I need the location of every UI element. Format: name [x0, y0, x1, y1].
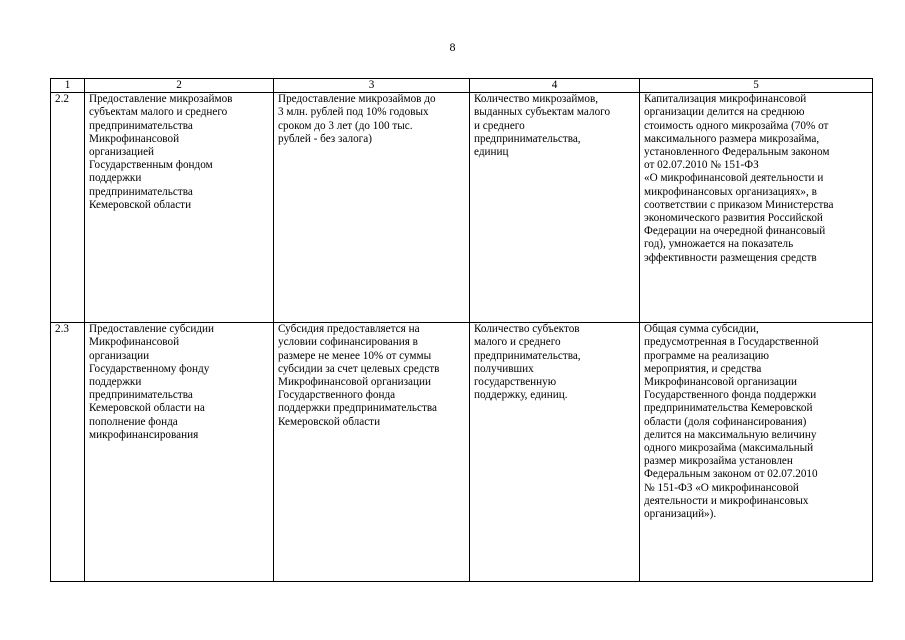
table-row — [51, 93, 873, 323]
measure-description-cell — [274, 323, 470, 582]
column-header-2: 2 — [85, 79, 274, 93]
measure-name-text: Предоставление субсидии Микрофинансовой организации Государственному фонду поддержки предпринимательства Кемеровской области на пополнение фонда микрофинансирования — [89, 323, 215, 441]
row-number: 2.2 — [55, 93, 69, 106]
column-header-5: 5 — [640, 79, 873, 93]
measure-description-text: Предоставление микрозаймов до 3 млн. рублей под 10% годовых сроком до 3 лет (до 100 тыс. рублей - без залога) — [278, 93, 436, 145]
column-header-1: 1 — [51, 79, 85, 93]
column-header-3: 3 — [274, 79, 470, 93]
row-number: 2.3 — [55, 323, 69, 336]
measure-name-text: Предоставление микрозаймов субъектам малого и среднего предпринимательства Микрофинансовой организацией Государственным фондом поддержки предпринимательства Кемеровской области — [89, 93, 233, 211]
program-indicators-table — [50, 78, 873, 582]
indicator-name-text: Количество микрозаймов, выданных субъектам малого и среднего предпринимательства, единиц — [474, 93, 611, 159]
table-header-row — [51, 79, 873, 93]
calculation-method-text: Общая сумма субсидии, предусмотренная в Государственной программе на реализацию мероприятия, и средства Микрофинансовой организации Государственного фонда поддержки предпринимательства Кемеровской области (доля софинансирования) делится на максимальную величину одного микрозайма (максимальный размер микрозайма установлен Федеральным законом от 02.07.2010 № 151-ФЗ «О микрофинансовой деятельности и микрофинансовых организаций»). — [644, 323, 819, 521]
indicator-name-cell — [470, 323, 640, 582]
row-number-cell — [51, 323, 85, 582]
calculation-method-cell — [640, 93, 873, 323]
column-header-4: 4 — [470, 79, 640, 93]
page-number: 8 — [449, 40, 456, 54]
indicator-name-cell — [470, 93, 640, 323]
row-number-cell — [51, 93, 85, 323]
calculation-method-cell — [640, 323, 873, 582]
measure-description-text: Субсидия предоставляется на условии софинансирования в размере не менее 10% от суммы субсидии за счет целевых средств Микрофинансовой организации Государственного фонда поддержки предпринимательства Кемеровской области — [278, 323, 440, 428]
measure-name-cell — [85, 323, 274, 582]
indicator-name-text: Количество субъектов малого и среднего предпринимательства, получивших государственную поддержку, единиц. — [474, 323, 581, 402]
measure-name-cell — [85, 93, 274, 323]
table-row — [51, 323, 873, 582]
measure-description-cell — [274, 93, 470, 323]
calculation-method-text: Капитализация микрофинансовой организации делится на среднюю стоимость одного микрозайма (70% от максимального размера микрозайма, установленного Федеральным законом от 02.07.2010 № 151-ФЗ «О микрофинансовой деятельности и микрофинансовых организациях», в соответствии с приказом Министерства экономического развития Российской Федерации на очередной финансовый год), умножается на показатель эффективности размещения средств — [644, 93, 834, 264]
